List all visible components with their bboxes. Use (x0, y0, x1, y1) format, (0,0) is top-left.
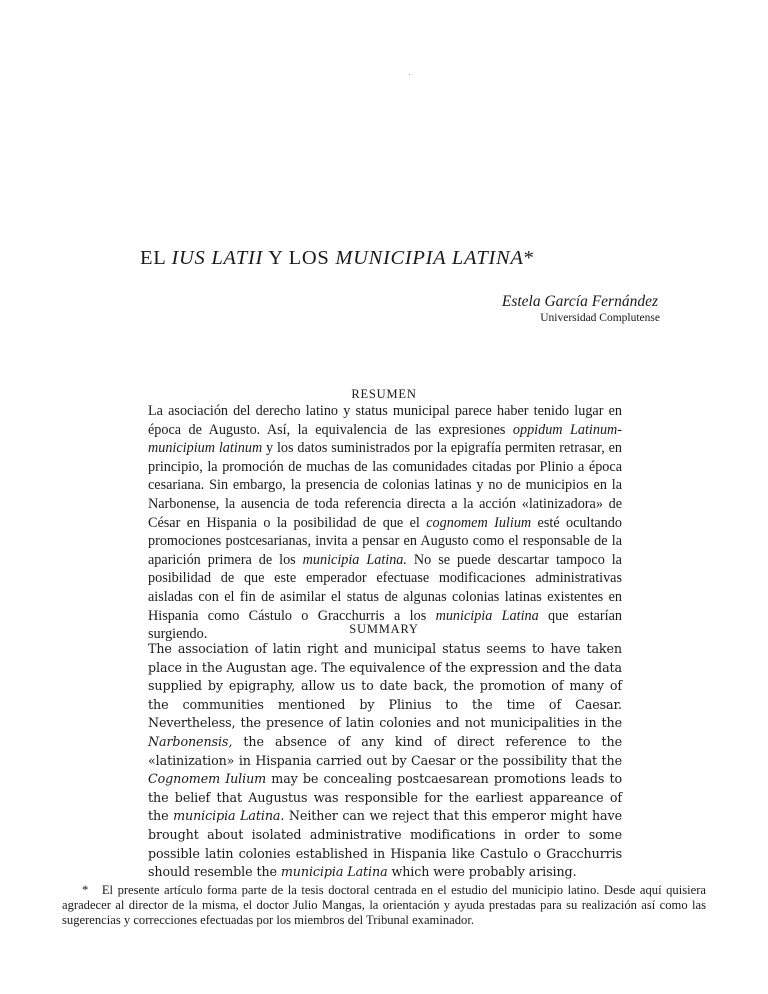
summary-body (148, 640, 622, 882)
title-footnote-marker: * (523, 247, 535, 269)
resumen-text-1: La asociación del derecho latino y status municipal parece haber tenido lugar en época de Augusto. Así, la equivalencia de las expresiones (148, 403, 622, 438)
summary-heading: SUMMARY (349, 622, 419, 636)
summary-italic-1: Narbonensis, (148, 733, 233, 749)
summary-italic-2: Cognomem Iulium (148, 771, 267, 787)
resumen-italic-1: oppidum Latinum-municipium latinum (148, 421, 623, 457)
resumen-text-2: y los datos suministrados por la epigrafía permiten retrasar, en principio, la promoción de muchas de las comunidades citadas por Plinio a época cesariana. Sin embargo, la presencia de colonias latinas y no de municipios en la Narbonense, la ausencia de toda referencia directa a la acción «latinizadora» de César en Hispania o la posibilidad de que el (148, 440, 623, 531)
summary-italic-4: municipia Latina (280, 864, 388, 880)
title-part-3: Y LOS (263, 247, 336, 269)
footnote-marker: * (82, 883, 89, 897)
resumen-heading: RESUMEN (351, 387, 417, 401)
resumen-text-5: que estarían surgiendo. (148, 607, 622, 643)
summary-italic-3: municipia Latina. (173, 808, 285, 824)
summary-text-4: Neither can we reject that this emperor might have brought about isolated administrative modifications in order to some possible latin colonies established in Hispania like Castulo o Gracchurris should resemble the (148, 808, 622, 880)
resumen-italic-3: municipia Latina. (302, 551, 407, 568)
resumen-text-3: esté ocultando promociones postcesarianas, invita a pensar en Augusto como el responsable de la aparición primera de los (148, 514, 622, 568)
resumen-body (148, 402, 622, 644)
summary-text-1: The association of latin right and municipal status seems to have taken place in the Augustan age. The equivalence of the expression and the data supplied by epigraphy, allow us to date back, the promotion of many of the communities mentioned by Plinius to the time of Caesar. Nevertheless, the presence of latin colonies and not municipalities in the (148, 641, 622, 731)
author-affiliation: Universidad Complutense (540, 312, 660, 324)
summary-text-3: may be concealing postcaesarean promotions leads to the belief that Augustus was responsible for the earliest appareance of the (148, 771, 622, 824)
article-title (140, 247, 660, 270)
author-name: Estela García Fernández (501, 293, 658, 310)
footnote-text: El presente artículo forma parte de la tesis doctoral centrada en el estudio del municipio latino. Desde aquí quisiera agradecer al director de la misma, el doctor Julio Mangas, la orientación y ayuda prestadas para su realización así como las sugerencias y correcciones efectuadas por los miembros del Tribunal examinador. (62, 883, 706, 927)
summary-text-2: the absence of any kind of direct reference to the «latinization» in Hispania carried out by Caesar or the possibility that the (148, 733, 622, 768)
footnote (62, 883, 706, 928)
resumen-italic-2: cognomem Iulium (426, 514, 532, 531)
title-municipia-latina: MUNICIPIA LATINA (335, 247, 524, 269)
resumen-italic-4: municipia Latina (435, 607, 539, 624)
scan-speck (409, 74, 410, 75)
resumen-text-4: No se puede descartar tampoco la posibilidad de que este emperador efectuase modificaciones administrativas aisladas con el fin de asimilar el status de algunas colonias latinas existentes en Hispania como Cástulo o Gracchurris a los (148, 551, 622, 624)
summary-text-5: which were probably arising. (387, 864, 577, 880)
title-part-1: EL (140, 247, 172, 269)
title-ius-latii: IUS LATII (171, 247, 264, 269)
